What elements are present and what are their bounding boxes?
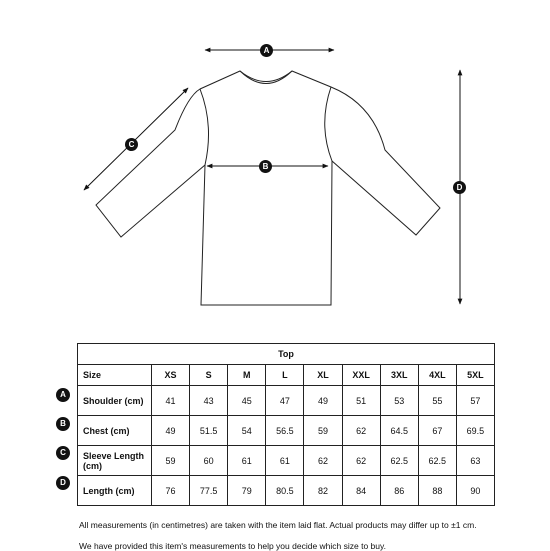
row-label: Length (cm) xyxy=(78,476,152,506)
table-cell: 51.5 xyxy=(190,416,228,446)
table-cell: 61 xyxy=(228,446,266,476)
table-cell: 69.5 xyxy=(456,416,494,446)
table-cell: 62 xyxy=(342,446,380,476)
table-cell: 86 xyxy=(380,476,418,506)
table-cell: 61 xyxy=(266,446,304,476)
table-cell: 67 xyxy=(418,416,456,446)
row-label: Sleeve Length (cm) xyxy=(78,446,152,476)
table-cell: 60 xyxy=(190,446,228,476)
table-cell: 62.5 xyxy=(418,446,456,476)
table-cell: 43 xyxy=(190,386,228,416)
table-cell: 56.5 xyxy=(266,416,304,446)
marker-a: A xyxy=(260,44,273,57)
table-cell: 82 xyxy=(304,476,342,506)
size-header-cell: XS xyxy=(152,365,190,386)
table-cell: 62 xyxy=(342,416,380,446)
size-header-cell: XXL xyxy=(342,365,380,386)
marker-d: D xyxy=(453,181,466,194)
size-header-cell: 3XL xyxy=(380,365,418,386)
row-badge-a: A xyxy=(56,388,70,402)
table-title: Top xyxy=(78,344,495,365)
left-armhole-seam xyxy=(200,89,209,165)
table-title-row xyxy=(78,344,495,365)
size-header-cell: M xyxy=(228,365,266,386)
row-label: Shoulder (cm) xyxy=(78,386,152,416)
table-cell: 45 xyxy=(228,386,266,416)
row-badge-d: D xyxy=(56,476,70,490)
table-cell: 47 xyxy=(266,386,304,416)
table-cell: 51 xyxy=(342,386,380,416)
row-badge-b: B xyxy=(56,417,70,431)
sizing-note: We have provided this item's measurements to help you decide which size to buy. xyxy=(79,541,386,551)
size-header-cell: XL xyxy=(304,365,342,386)
table-cell: 49 xyxy=(152,416,190,446)
table-row xyxy=(78,416,495,446)
table-cell: 88 xyxy=(418,476,456,506)
table-header-row xyxy=(78,365,495,386)
table-row xyxy=(78,386,495,416)
table-cell: 54 xyxy=(228,416,266,446)
marker-b: B xyxy=(259,160,272,173)
table-cell: 55 xyxy=(418,386,456,416)
table-cell: 64.5 xyxy=(380,416,418,446)
size-chart-table xyxy=(77,343,495,506)
table-cell: 62.5 xyxy=(380,446,418,476)
table-cell: 76 xyxy=(152,476,190,506)
size-header-cell: L xyxy=(266,365,304,386)
table-cell: 90 xyxy=(456,476,494,506)
table-cell: 84 xyxy=(342,476,380,506)
table-cell: 79 xyxy=(228,476,266,506)
table-cell: 57 xyxy=(456,386,494,416)
table-cell: 63 xyxy=(456,446,494,476)
marker-c: C xyxy=(125,138,138,151)
size-header-cell: 4XL xyxy=(418,365,456,386)
size-header-cell: S xyxy=(190,365,228,386)
table-cell: 62 xyxy=(304,446,342,476)
size-header: Size xyxy=(78,365,152,386)
table-cell: 53 xyxy=(380,386,418,416)
right-armhole-seam xyxy=(325,87,332,161)
row-badge-c: C xyxy=(56,446,70,460)
row-label: Chest (cm) xyxy=(78,416,152,446)
size-header-cell: 5XL xyxy=(456,365,494,386)
table-cell: 41 xyxy=(152,386,190,416)
table-cell: 59 xyxy=(152,446,190,476)
table-cell: 77.5 xyxy=(190,476,228,506)
measurement-note: All measurements (in centimetres) are taken with the item laid flat. Actual products may differ up to ±1 cm. xyxy=(79,520,477,530)
garment-outline xyxy=(96,71,440,305)
table-row xyxy=(78,476,495,506)
table-row xyxy=(78,446,495,476)
table-cell: 49 xyxy=(304,386,342,416)
table-cell: 59 xyxy=(304,416,342,446)
table-cell: 80.5 xyxy=(266,476,304,506)
